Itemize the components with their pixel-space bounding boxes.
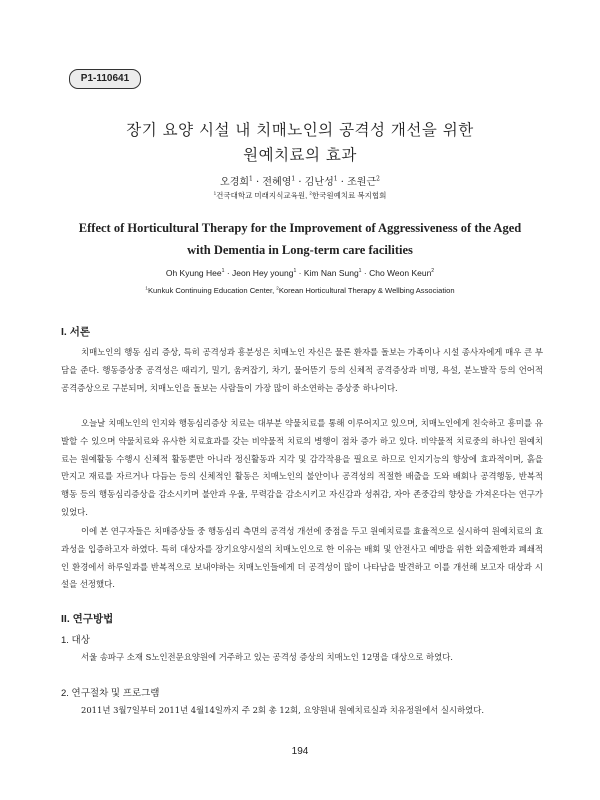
page-number: 194 xyxy=(291,746,309,757)
affiliation-sup: 2 xyxy=(276,285,279,291)
author-name: 김난성 xyxy=(304,177,334,188)
affiliation-sup: 1 xyxy=(145,285,148,291)
author-separator: · xyxy=(337,177,348,188)
intro-paragraph-1: 치매노인의 행동 심리 증상, 특히 공격성과 흥분성은 치매노인 자신은 물론 환자를 돌보는 가족이나 시설 종사자에게 매우 큰 부담을 준다. 행동증상중 공격성은 때리기, 밀기, 움켜잡기, 차기, 물어뜯기 등의 신체적 공격증상과 비명, 욕설, 분노발작 등의 언어적 공격증상으로 구분되며, 치매노인을 돌보는 사람들이 가장 많이 하소연하는 증상중 하나이다. xyxy=(61,347,543,393)
korean-affiliations xyxy=(60,190,540,201)
section-heading-methods: II. 연구방법 xyxy=(61,613,114,625)
author-separator: · xyxy=(224,268,233,278)
affiliation-sup: 1 xyxy=(213,190,217,196)
methods-paragraph-1: 서울 송파구 소재 S노인전문요양원에 거주하고 있는 공격성 증상의 치매노인 12명을 대상으로 하였다. xyxy=(81,652,453,662)
english-authors xyxy=(60,268,540,278)
intro-paragraph-2: 오늘날 치매노인의 인지와 행동심리증상 치료는 대부분 약물치료를 통해 이루어지고 있으며, 치매노인에게 친숙하고 흥미를 유발할 수 있으며 약물치료와 유사한 치료효과를 갖는 비약물적 치료의 병행이 점차 증가 하고 있다. 비약물적 치료중의 하나인 원예치료는 원예활동 수행시 신체적 활동뿐만 아니라 정신활동과 지각 및 감각작용을 필요로 하므로 인지기능의 향상에 효과적이며, 흙을 만지고 재료를 자르거나 다듬는 등의 신체적인 활동은 치매노인의 불안이나 공격성의 적절한 배출을 도와 배회나 공격행동, 반복적 행동 등의 행동심리증상을 감소시키며 불안과 우울, 무력감을 감소시키고 자신감과 성취감, 자아 존중감의 향상을 가져온다는 연구가 있었다. xyxy=(61,418,543,517)
affiliation-text: Kunkuk Continuing Education Center, xyxy=(147,286,277,295)
author-separator: · xyxy=(295,177,305,188)
affiliation-text: 한국원예치료 복지협회 xyxy=(311,191,387,200)
korean-title-line1: 장기 요양 시설 내 치매노인의 공격성 개선을 위한 xyxy=(126,121,474,139)
author-separator: · xyxy=(252,177,263,188)
section-heading-introduction: I. 서론 xyxy=(61,326,91,338)
author-name: Kim Nan Sung xyxy=(303,268,359,278)
author-sup: 1 xyxy=(358,268,362,275)
english-title-line1: Effect of Horticultural Therapy for the Improvement of Aggressiveness of the Aged xyxy=(78,221,522,235)
korean-title-line2: 원예치료의 효과 xyxy=(243,146,357,164)
affiliation-text: Korean Horticultural Therapy & Wellbing Association xyxy=(278,286,455,295)
author-sup: 1 xyxy=(249,175,253,183)
author-name: Oh Kyung Hee xyxy=(165,268,222,278)
english-title-line2: with Dementia in Long-term care facilities xyxy=(187,243,413,257)
author-name: 오경희 xyxy=(220,177,250,188)
author-sup: 1 xyxy=(291,175,296,183)
subsection-subjects: 1. 대상 xyxy=(61,635,90,646)
author-name: 전혜영 xyxy=(262,177,292,188)
subsection-procedure: 2. 연구절차 및 프로그램 xyxy=(61,688,160,699)
affiliation-sup: 2 xyxy=(309,190,312,196)
author-sup: 1 xyxy=(333,175,338,183)
intro-paragraph-3: 이에 본 연구자들은 치매증상들 중 행동심리 측면의 공격성 개선에 중점을 두고 원예치료를 효율적으로 실시하여 원예치료의 효과성을 입증하고자 하였다. 특히 대상자를 장기요양시설의 치매노인으로 한 이유는 배회 및 안전사고 예방을 위한 외출제한과 폐쇄적인 환경에서 하루일과를 반복적으로 보내야하는 치매노인들에게 더 공격성이 많이 나타남을 발견하고 이를 개선해 보고자 대상과 시설을 선정했다. xyxy=(61,526,543,590)
english-affiliations xyxy=(60,286,540,295)
author-sup: 1 xyxy=(221,268,225,275)
author-name: Jeon Hey young xyxy=(232,268,294,278)
author-separator: · xyxy=(361,268,370,278)
methods-paragraph-2: 2011년 3월7일부터 2011년 4월14일까지 주 2회 총 12회, 요양원내 원예치료실과 치유정원에서 실시하였다. xyxy=(81,705,485,715)
author-name: Cho Weon Keun xyxy=(369,268,432,278)
korean-authors xyxy=(60,173,540,188)
author-sup: 1 xyxy=(293,268,297,275)
korean-title xyxy=(60,118,540,168)
paper-id-badge: P1-110641 xyxy=(69,69,141,89)
author-separator: · xyxy=(296,268,304,278)
author-name: 조원근 xyxy=(347,177,377,188)
author-sup: 2 xyxy=(431,268,435,275)
affiliation-text: 건국대학교 미래지식교육원, xyxy=(216,191,310,200)
author-sup: 2 xyxy=(376,175,380,183)
english-title xyxy=(60,217,540,261)
